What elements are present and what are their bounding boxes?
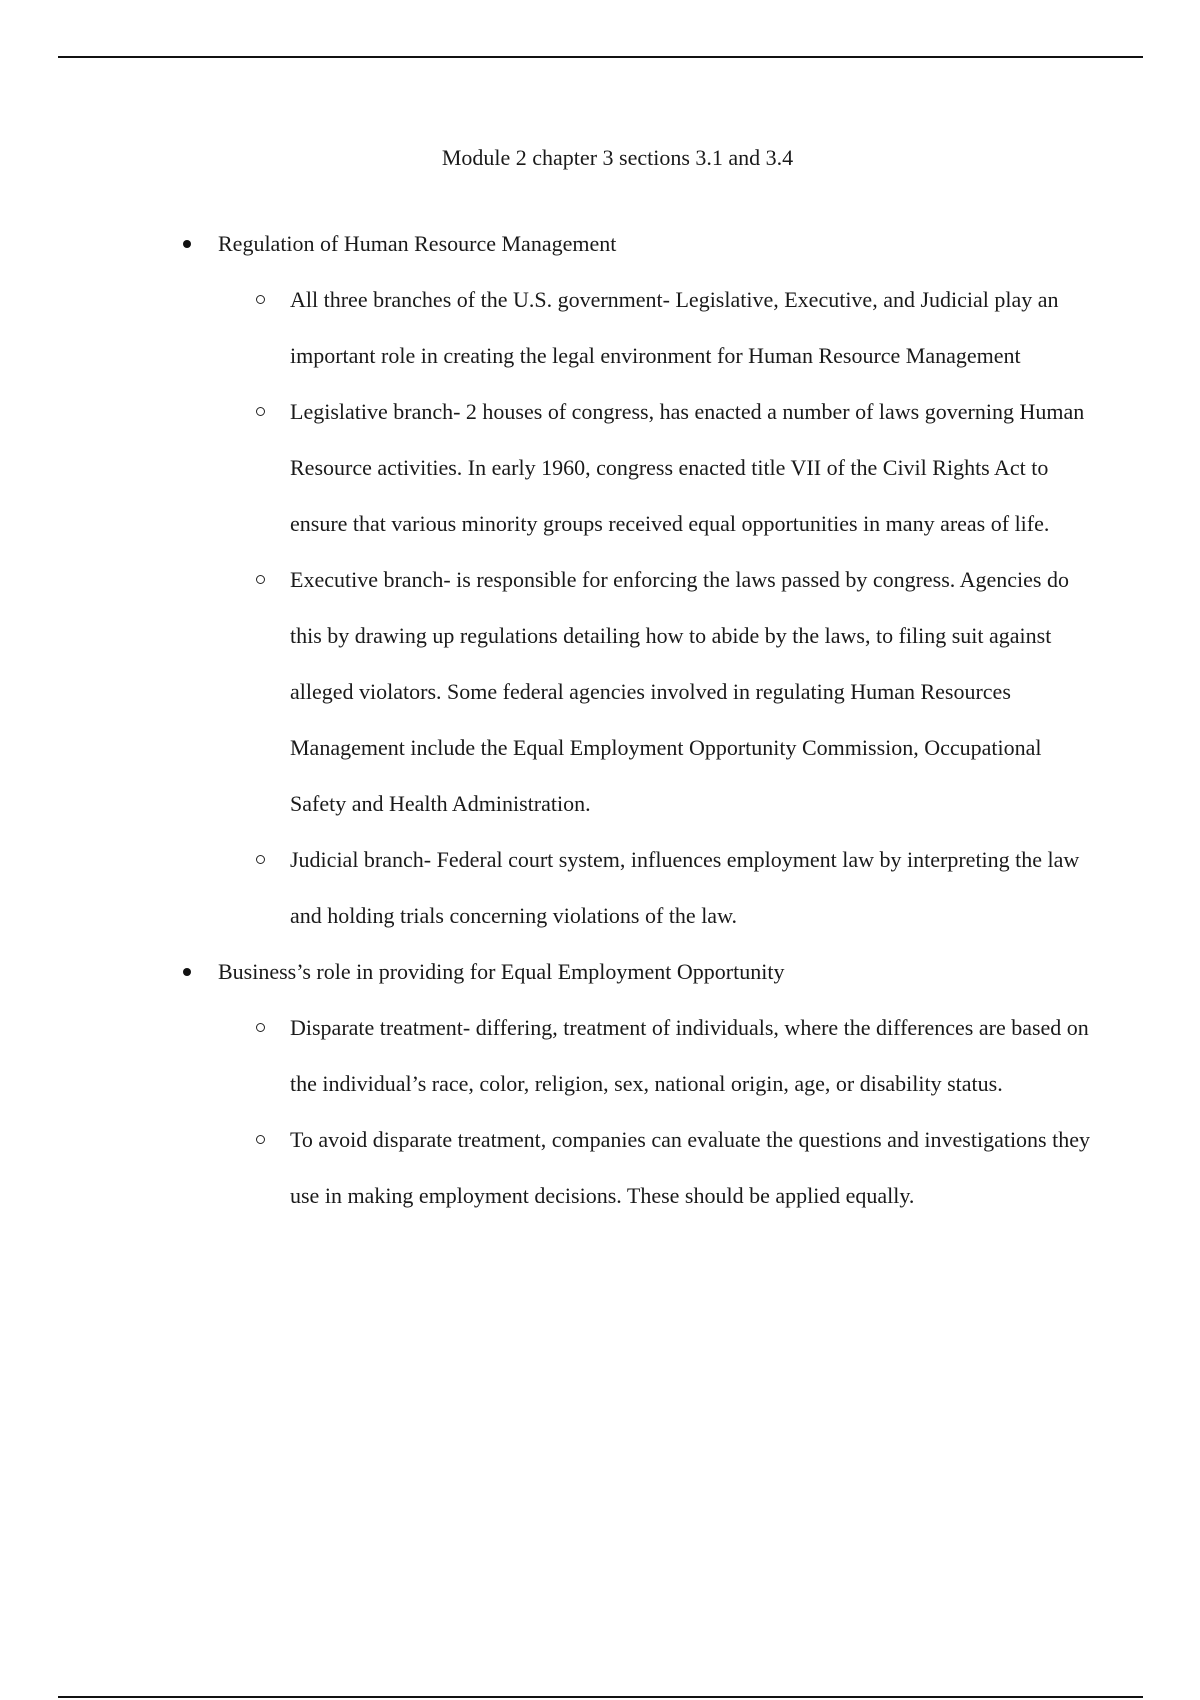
sub-item-list: [0, 272, 1200, 944]
list-item-text: Executive branch- is responsible for enforcing the laws passed by congress. Agencies do this by drawing up regulations detailing how to abide by the laws, to filing suit against alleged violators. Some federal agencies involved in regulating Human Resources Management include the Equal Employment Opportunity Commission, Occupational Safety and Health Administration.: [290, 567, 1069, 816]
list-item-text: All three branches of the U.S. government- Legislative, Executive, and Judicial play an important role in creating the legal environment for Human Resource Management: [290, 287, 1059, 368]
hollow-bullet-icon: [256, 575, 265, 584]
list-item-text: Judicial branch- Federal court system, influences employment law by interpreting the law and holding trials concerning violations of the law.: [290, 847, 1080, 928]
document-title: Module 2 chapter 3 sections 3.1 and 3.4: [441, 145, 794, 170]
list-item: [0, 1000, 1200, 1112]
list-item-text: Disparate treatment- differing, treatment of individuals, where the differences are based on the individual’s race, color, religion, sex, national origin, age, or disability status.: [290, 1015, 1089, 1096]
section-regulation: [0, 216, 1200, 944]
sub-item-list: [0, 1000, 1200, 1224]
hollow-bullet-icon: [256, 855, 265, 864]
list-item: [0, 832, 1200, 944]
filled-bullet-icon: [183, 240, 191, 248]
filled-bullet-icon: [183, 968, 191, 976]
document-body: [0, 216, 1200, 1224]
section-heading: Business’s role in providing for Equal Employment Opportunity: [218, 959, 785, 984]
hollow-bullet-icon: [256, 407, 265, 416]
list-item: [0, 1112, 1200, 1224]
list-item: [0, 384, 1200, 552]
section-heading: Regulation of Human Resource Management: [218, 231, 617, 256]
section-equal-employment: [0, 944, 1200, 1224]
list-item-text: To avoid disparate treatment, companies can evaluate the questions and investigations they use in making employment decisions. These should be applied equally.: [290, 1127, 1090, 1208]
header-rule: [58, 56, 1143, 58]
hollow-bullet-icon: [256, 1135, 265, 1144]
hollow-bullet-icon: [256, 1023, 265, 1032]
list-item-text: Legislative branch- 2 houses of congress, has enacted a number of laws governing Human Resource activities. In early 1960, congress enacted title VII of the Civil Rights Act to ensure that various minority groups received equal opportunities in many areas of life.: [290, 399, 1085, 536]
list-item: [0, 552, 1200, 832]
list-item: [0, 272, 1200, 384]
footer-rule: [58, 1696, 1143, 1698]
section-list: [0, 216, 1200, 1224]
hollow-bullet-icon: [256, 295, 265, 304]
